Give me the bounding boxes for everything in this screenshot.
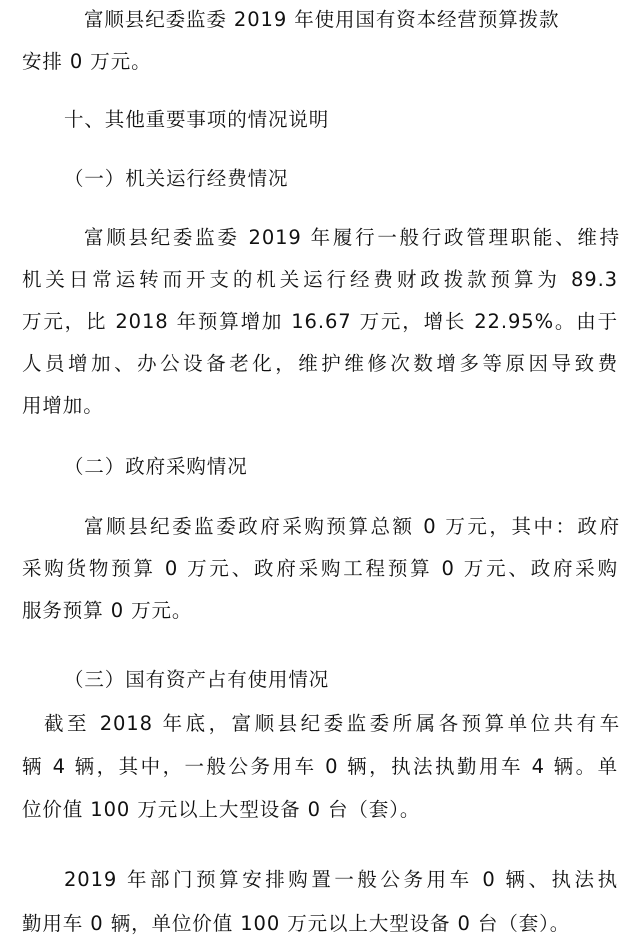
paragraph-vehicle-purchase-line-1: 2019 年部门预算安排购置一般公务用车 0 辆、执法执 (64, 868, 618, 891)
paragraph-procurement-line-1: 富顺县纪委监委政府采购预算总额 0 万元，其中：政府 (84, 515, 620, 538)
paragraph-procurement-line-3: 服务预算 0 万元。 (22, 599, 193, 622)
heading-other-important-matters: 十、其他重要事项的情况说明 (64, 108, 330, 131)
heading-office-operating-expenses: （一）机关运行经费情况 (64, 167, 289, 190)
paragraph-operating-expenses-line-2: 机关日常运转而开支的机关运行经费财政拨款预算为 89.3 (22, 268, 618, 291)
paragraph-operating-expenses-line-4: 人员增加、办公设备老化，维护维修次数增多等原因导致费 (22, 352, 618, 375)
paragraph-vehicle-purchase-line-2: 勤用车 0 辆，单位价值 100 万元以上大型设备 0 台（套）。 (22, 912, 571, 935)
paragraph-capital-budget-line-2: 安排 0 万元。 (22, 50, 152, 73)
paragraph-assets-line-3: 位价值 100 万元以上大型设备 0 台（套）。 (22, 798, 421, 821)
heading-state-assets: （三）国有资产占有使用情况 (64, 668, 330, 691)
heading-government-procurement: （二）政府采购情况 (64, 455, 248, 478)
paragraph-operating-expenses-line-3: 万元，比 2018 年预算增加 16.67 万元，增长 22.95%。由于 (22, 310, 618, 333)
paragraph-assets-line-1: 截至 2018 年底，富顺县纪委监委所属各预算单位共有车 (44, 712, 620, 735)
paragraph-assets-line-2: 辆 4 辆，其中，一般公务用车 0 辆，执法执勤用车 4 辆。单 (22, 755, 618, 778)
paragraph-procurement-line-2: 采购货物预算 0 万元、政府采购工程预算 0 万元、政府采购 (22, 557, 618, 580)
paragraph-capital-budget-line-1: 富顺县纪委监委 2019 年使用国有资本经营预算拨款 (84, 8, 560, 31)
paragraph-operating-expenses-line-5: 用增加。 (22, 394, 104, 417)
paragraph-operating-expenses-line-1: 富顺县纪委监委 2019 年履行一般行政管理职能、维持 (84, 226, 620, 249)
